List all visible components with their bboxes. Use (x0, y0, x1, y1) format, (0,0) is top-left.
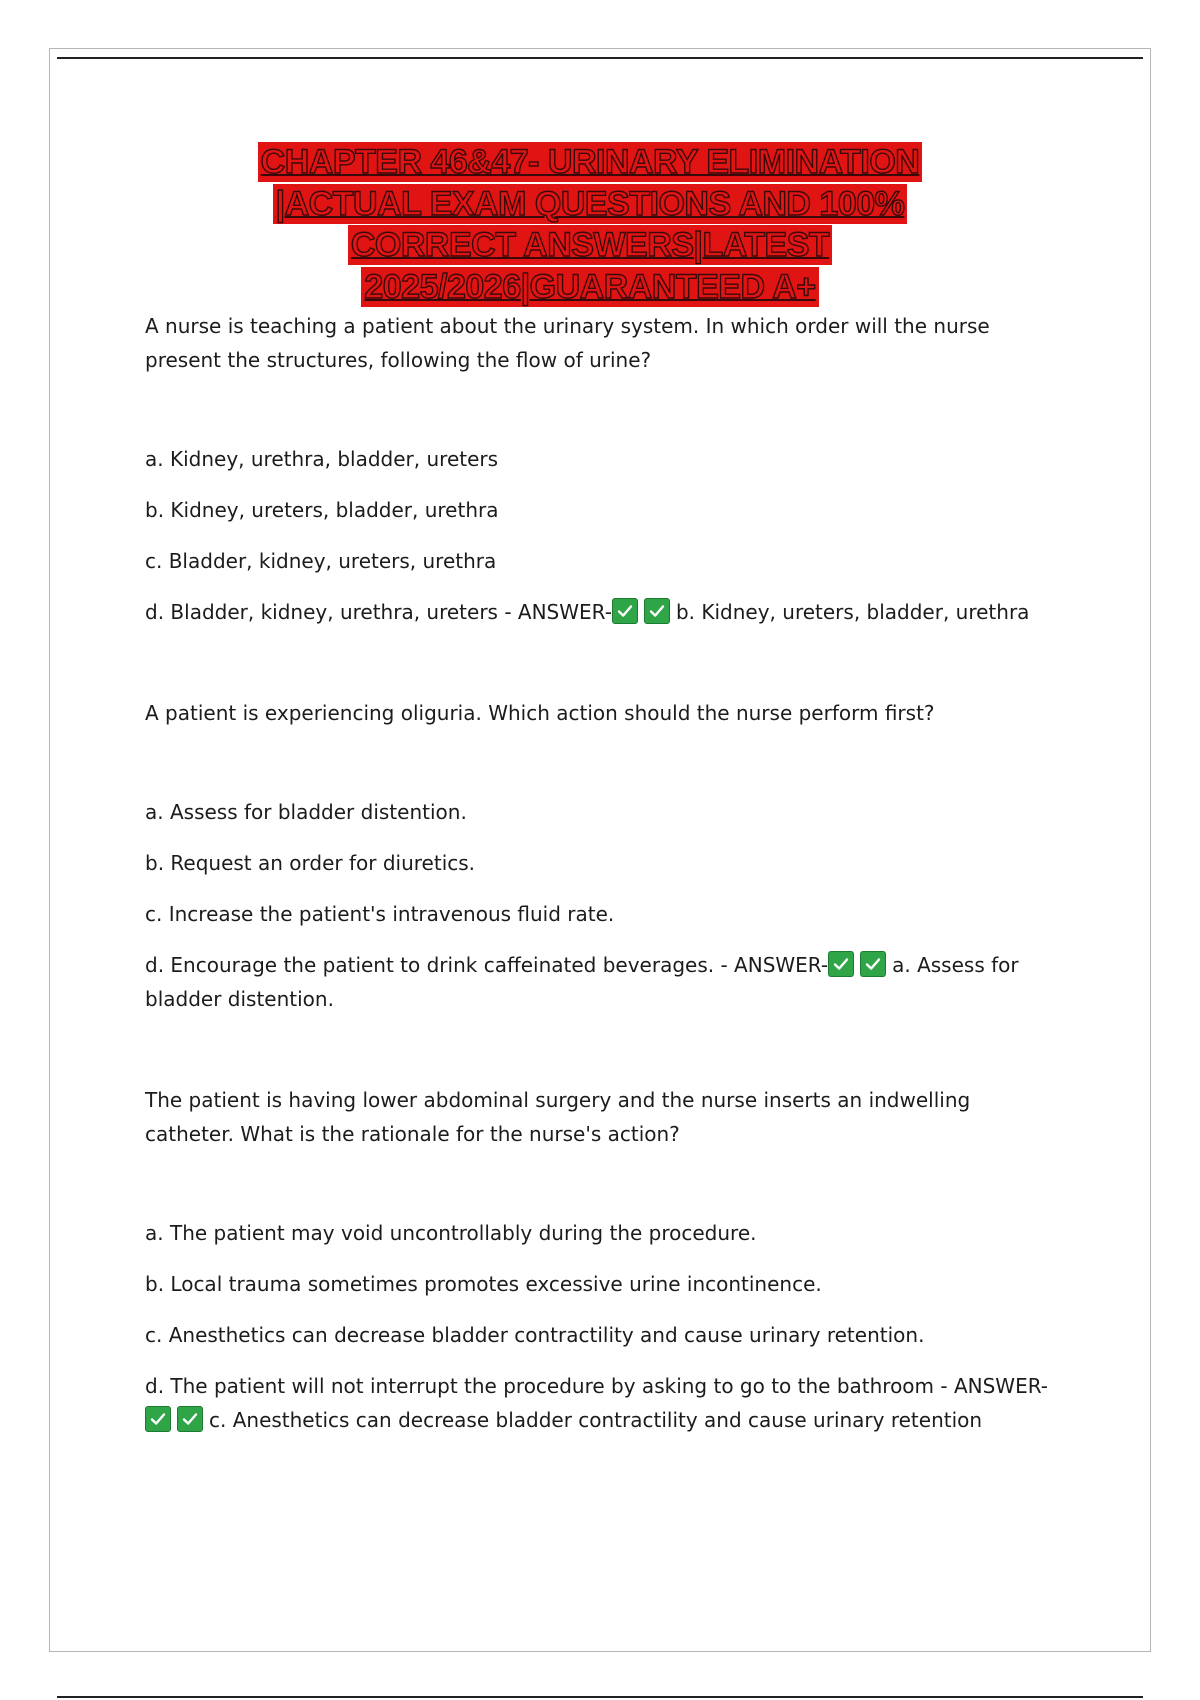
option-d: d. Encourage the patient to drink caffeinated beverages. - ANSWER- (145, 953, 829, 977)
title-line-2: |ACTUAL EXAM QUESTIONS AND 100% (273, 184, 908, 224)
question-text: A patient is experiencing oliguria. Which action should the nurse perform first? (145, 701, 935, 725)
option-c: c. Anesthetics can decrease bladder contractility and cause urinary retention. (145, 1323, 925, 1347)
option-d: d. Bladder, kidney, urethra, ureters - ANSWER- (145, 600, 612, 624)
option-a: a. Assess for bladder distention. (145, 800, 467, 824)
option-b: b. Local trauma sometimes promotes excessive urine incontinence. (145, 1272, 822, 1296)
option-a: a. The patient may void uncontrollably during the procedure. (145, 1221, 757, 1245)
question-block (145, 696, 1065, 1016)
option-c: c. Bladder, kidney, ureters, urethra (145, 549, 497, 573)
check-mark-icon (177, 1406, 203, 1432)
option-d-with-answer (145, 1369, 1065, 1437)
check-mark-icon (612, 598, 638, 624)
option-a: a. Kidney, urethra, bladder, ureters (145, 447, 499, 471)
title-line-1: CHAPTER 46&47- URINARY ELIMINATION (258, 142, 923, 182)
answer-text: a. Assess for bladder distention. (145, 953, 1019, 1011)
document-title (200, 142, 980, 308)
check-mark-icon (644, 598, 670, 624)
answer-text: c. Anesthetics can decrease bladder contractility and cause urinary retention (209, 1408, 983, 1432)
check-mark-icon (145, 1406, 171, 1432)
option-b: b. Kidney, ureters, bladder, urethra (145, 498, 499, 522)
question-block (145, 309, 1065, 629)
option-b: b. Request an order for diuretics. (145, 851, 476, 875)
option-c: c. Increase the patient's intravenous fluid rate. (145, 902, 615, 926)
question-list (145, 309, 1065, 1437)
answer-text: b. Kidney, ureters, bladder, urethra (675, 600, 1030, 624)
title-line-3: CORRECT ANSWERS|LATEST (348, 225, 832, 265)
question-block (145, 1083, 1065, 1437)
question-text: A nurse is teaching a patient about the urinary system. In which order will the nurse present the structures, following the flow of urine? (145, 314, 990, 372)
top-rule (57, 57, 1143, 59)
question-text: The patient is having lower abdominal surgery and the nurse inserts an indwelling catheter. What is the rationale for the nurse's action? (145, 1088, 971, 1146)
bottom-rule (57, 1696, 1143, 1698)
check-mark-icon (860, 951, 886, 977)
option-d-with-answer (145, 595, 1065, 629)
check-mark-icon (828, 951, 854, 977)
option-d-with-answer (145, 948, 1065, 1016)
option-d: d. The patient will not interrupt the procedure by asking to go to the bathroom - ANSWER- (145, 1374, 1049, 1398)
title-line-4: 2025/2026|GUARANTEED A+ (361, 267, 818, 307)
